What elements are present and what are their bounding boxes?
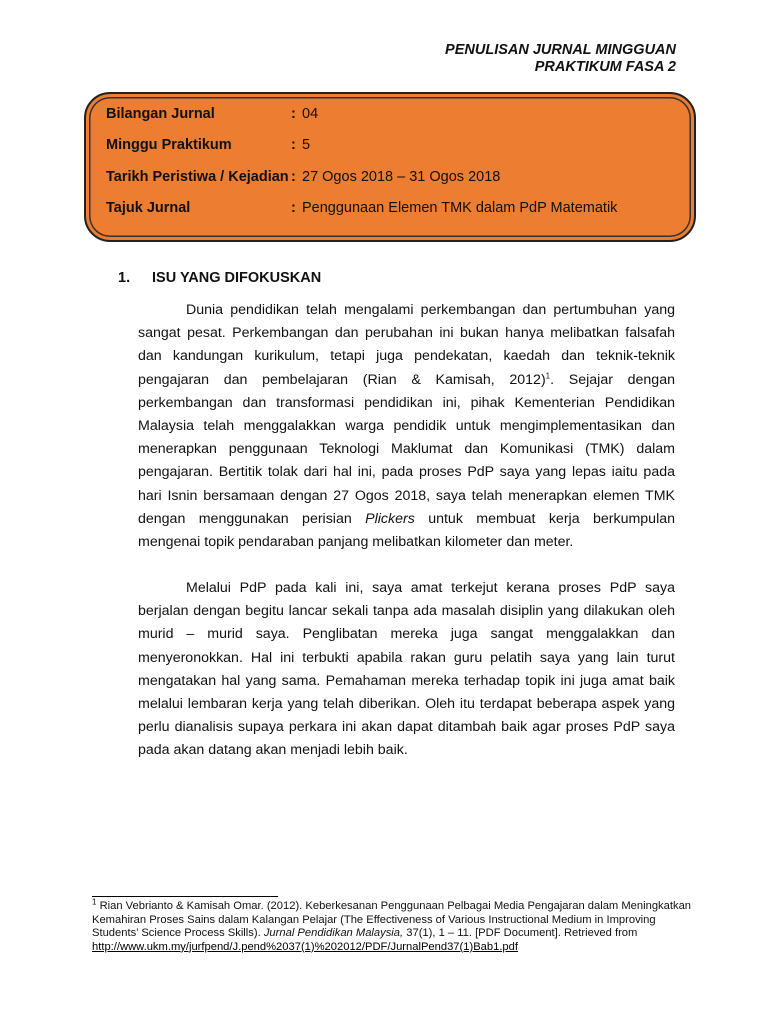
info-separator: : — [291, 169, 296, 185]
footnote-url-link[interactable]: http://www.ukm.my/jurfpend/J.pend%2037(1)%202012/PDF/JurnalPend37(1)Bab1.pdf — [92, 940, 518, 953]
info-label: Tajuk Jurnal — [106, 200, 191, 216]
footnote-marker: 1 — [92, 897, 97, 907]
header-line-2: PRAKTIKUM FASA 2 — [534, 59, 676, 75]
info-value: 04 — [302, 106, 319, 122]
document-header — [445, 42, 676, 76]
info-separator: : — [291, 137, 296, 153]
footnote-journal: Jurnal Pendidikan Malaysia, — [263, 927, 404, 940]
paragraph-1 — [138, 299, 675, 554]
info-value: 27 Ogos 2018 – 31 Ogos 2018 — [302, 169, 501, 185]
info-value: 5 — [302, 137, 311, 153]
paragraph-1-text-b: . Sejajar dengan perkembangan dan transformasi pendidikan ini, pihak Kementerian Pendidikan Malaysia telah menggalakkan warga pendidik untuk mengimplementasikan dan menerapkan penggunaan Teknologi Maklumat dan Komunikasi (TMK) dalam pengajaran. Bertitik tolak dari hal ini, pada proses PdP saya yang lepas iaitu pada hari Isnin bersamaan dengan 27 Ogos 2018, saya telah menerapkan elemen TMK dengan menggunakan perisian — [138, 371, 675, 527]
footnote-text-2: 37(1), 1 – 11. [PDF Document]. Retrieved from — [403, 927, 638, 940]
footnote-text: Rian Vebrianto & Kamisah Omar. (2012). Keberkesanan Penggunaan Pelbagai Media Pengajaran dalam Meningkatkan Kemahiran Proses Sains dalam Kalangan Pelajar (The Effectiveness of Various Instructional Medium in Improving Students’ Science Process Skills). — [92, 900, 692, 940]
info-separator: : — [291, 106, 296, 122]
info-value: Penggunaan Elemen TMK dalam PdP Matematik — [302, 200, 618, 216]
paragraph-1-text-a: Dunia pendidikan telah mengalami perkembangan dan pertumbuhan yang sangat pesat. Perkembangan dan perubahan ini bukan hanya melibatkan falsafah dan kandungan kurikulum, tetapi juga pendekatan, kaedah dan teknik-teknik pengajaran dan pembelajaran (Rian & Kamisah, 2012) — [138, 302, 675, 388]
info-label: Minggu Praktikum — [106, 137, 232, 153]
info-label: Bilangan Jurnal — [106, 106, 215, 122]
footnote-divider — [92, 896, 278, 897]
paragraph-2 — [138, 577, 675, 763]
paragraph-1-text-c: untuk membuat kerja berkumpulan mengenai topik pendaraban panjang melibatkan kilometer dan meter. — [138, 510, 676, 551]
footnote-reference: 1 — [545, 370, 551, 380]
software-name: Plickers — [365, 510, 415, 527]
info-label: Tarikh Peristiwa / Kejadian — [106, 169, 289, 185]
paragraph-2-text: Melalui PdP pada kali ini, saya amat terkejut kerana proses PdP saya berjalan dengan begitu lancar sekali tanpa ada masalah disiplin yang dilakukan oleh murid – murid saya. Penglibatan mereka juga sangat menggalakkan dan menyeronokkan. Hal ini terbukti apabila rakan guru pelatih saya yang lain turut mengatakan hal yang sama. Pemahaman mereka terhadap topik ini juga amat baik melalui lembaran kerja yang telah diberikan. Oleh itu terdapat beberapa aspek yang perlu dianalisis supaya perkara ini akan dapat ditambah baik agar proses PdP saya pada akan datang akan menjadi lebih baik. — [138, 580, 675, 759]
header-line-1: PENULISAN JURNAL MINGGUAN — [445, 42, 676, 58]
section-title: ISU YANG DIFOKUSKAN — [152, 270, 322, 286]
section-number: 1. — [118, 270, 131, 286]
footnote — [92, 897, 692, 954]
info-separator: : — [291, 200, 296, 216]
